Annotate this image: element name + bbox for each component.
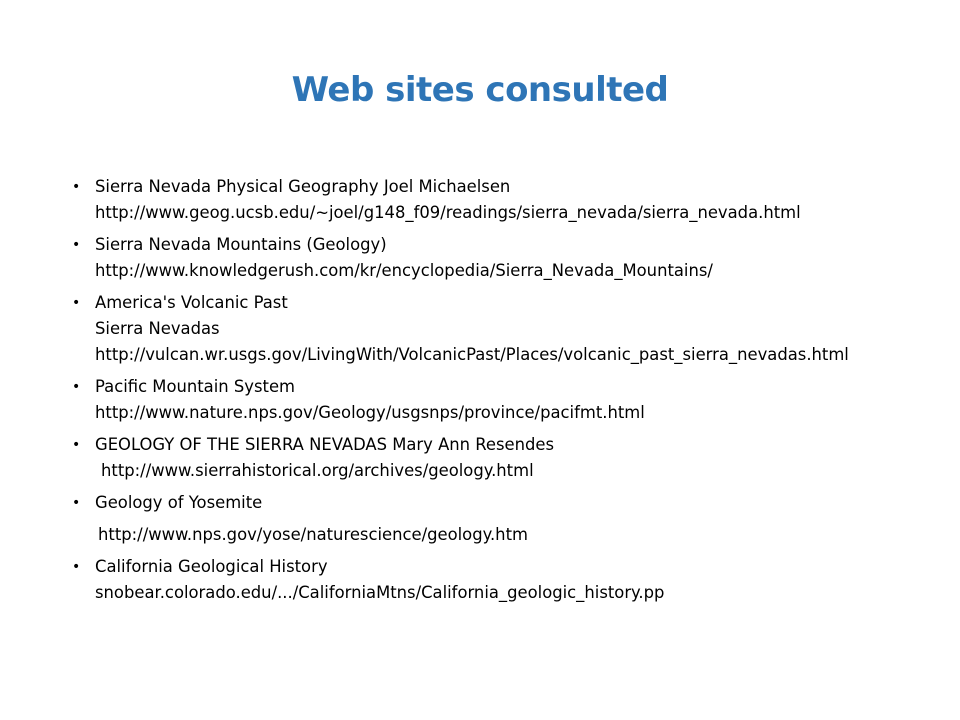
bullet-icon: • xyxy=(72,295,81,311)
site-url[interactable]: http://www.sierrahistorical.org/archives/geology.html xyxy=(101,461,534,480)
site-title: Sierra Nevada Physical Geography Joel Michaelsen xyxy=(95,177,511,196)
list-item xyxy=(72,374,932,426)
bullet-icon: • xyxy=(72,179,81,195)
list-item xyxy=(72,174,932,226)
bullet-icon: • xyxy=(72,237,81,253)
site-title: America's Volcanic Past xyxy=(95,293,288,312)
site-url[interactable]: http://www.knowledgerush.com/kr/encyclopedia/Sierra_Nevada_Mountains/ xyxy=(95,261,713,280)
bullet-icon: • xyxy=(72,437,81,453)
site-title: Geology of Yosemite xyxy=(95,493,263,512)
site-title: California Geological History xyxy=(95,557,328,576)
site-url-continuation[interactable]: http://www.nps.gov/yose/naturescience/geology.htm xyxy=(98,525,528,544)
list-item xyxy=(72,290,932,368)
list-item xyxy=(72,490,932,516)
site-url[interactable]: snobear.colorado.edu/.../CaliforniaMtns/California_geologic_history.pp xyxy=(95,583,665,602)
site-url[interactable]: http://vulcan.wr.usgs.gov/LivingWith/VolcanicPast/Places/volcanic_past_sierra_nevadas.html xyxy=(95,345,849,364)
slide-title: Web sites consulted xyxy=(291,70,669,110)
site-title: Pacific Mountain System xyxy=(95,377,295,396)
site-subtitle: Sierra Nevadas xyxy=(95,319,220,338)
bullet-icon: • xyxy=(72,495,81,511)
site-title: Sierra Nevada Mountains (Geology) xyxy=(95,235,387,254)
list-item xyxy=(72,432,932,484)
bullet-icon: • xyxy=(72,559,81,575)
bullet-icon: • xyxy=(72,379,81,395)
site-title: GEOLOGY OF THE SIERRA NEVADAS Mary Ann Resendes xyxy=(95,435,555,454)
bullet-list xyxy=(72,174,932,612)
list-item xyxy=(72,232,932,284)
site-url[interactable]: http://www.geog.ucsb.edu/~joel/g148_f09/readings/sierra_nevada/sierra_nevada.html xyxy=(95,203,801,222)
list-item xyxy=(72,554,932,606)
site-url[interactable]: http://www.nature.nps.gov/Geology/usgsnps/province/pacifmt.html xyxy=(95,403,645,422)
